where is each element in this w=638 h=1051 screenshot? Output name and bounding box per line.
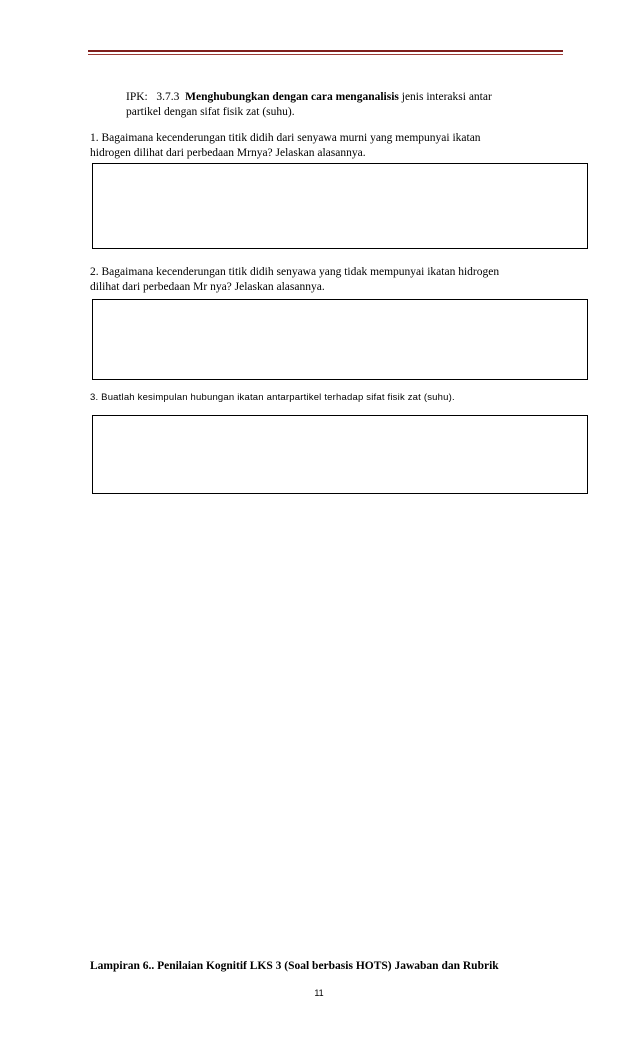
answer-box-1[interactable] xyxy=(92,163,588,249)
footer-appendix-title: Lampiran 6.. Penilaian Kognitif LKS 3 (Soal berbasis HOTS) Jawaban dan Rubrik xyxy=(90,960,499,972)
ipk-line-2: partikel dengan sifat fisik zat (suhu). xyxy=(126,106,295,118)
page-number: 11 xyxy=(314,988,324,998)
ipk-line-1 xyxy=(126,90,546,105)
answer-box-3[interactable] xyxy=(92,415,588,494)
question-1-line-1: 1. Bagaimana kecenderungan titik didih dari senyawa murni yang mempunyai ikatan xyxy=(90,132,481,144)
header-rule-thin xyxy=(88,54,563,55)
question-1-line-2: hidrogen dilihat dari perbedaan Mrnya? Jelaskan alasannya. xyxy=(90,147,366,159)
question-3 xyxy=(90,390,560,405)
question-2-line-2: dilihat dari perbedaan Mr nya? Jelaskan alasannya. xyxy=(90,281,325,293)
ipk-label: IPK: xyxy=(126,91,148,103)
header-rule xyxy=(88,50,563,52)
question-1 xyxy=(90,131,560,161)
ipk-bold-text: Menghubungkan dengan cara menganalisis xyxy=(185,91,399,103)
ipk-indicator xyxy=(126,90,546,120)
ipk-rest-text: jenis interaksi antar xyxy=(398,91,492,103)
answer-box-2[interactable] xyxy=(92,299,588,380)
question-2-line-1: 2. Bagaimana kecenderungan titik didih senyawa yang tidak mempunyai ikatan hidrogen xyxy=(90,266,500,278)
question-3-line-1: 3. Buatlah kesimpulan hubungan ikatan antarpartikel terhadap sifat fisik zat (suhu). xyxy=(90,392,455,403)
ipk-code: 3.7.3 xyxy=(156,91,180,103)
question-2 xyxy=(90,265,560,295)
